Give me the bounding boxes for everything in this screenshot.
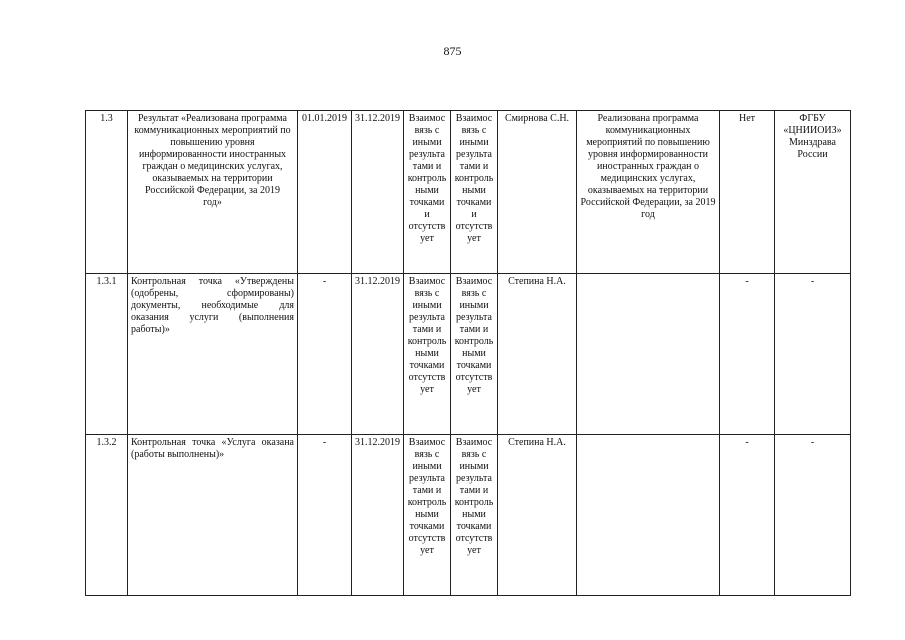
row-number: 1.3.1 (86, 274, 128, 435)
row-start-date: 01.01.2019 (298, 111, 352, 274)
row-end-date: 31.12.2019 (352, 274, 404, 435)
row-link-next: Взаимосвязь с иными результатами и контрольными точками и отсутствует (451, 111, 498, 274)
row-start-date: - (298, 435, 352, 596)
row-result: Реализована программа коммуникационных мероприятий по повышению уровня информированности иностранных граждан о медицинских услугах, оказываемых на территории Российской Федерации, за 2019 год (577, 111, 720, 274)
row-responsible: Степина Н.А. (498, 435, 577, 596)
row-number: 1.3 (86, 111, 128, 274)
row-name: Результат «Реализована программа коммуникационных мероприятий по повышению уровня информированности иностранных граждан о медицинских услугах, оказываемых на территории Российской Федерации, за 2019 год» (128, 111, 298, 274)
row-organization: - (775, 274, 851, 435)
row-start-date: - (298, 274, 352, 435)
row-level: - (720, 435, 775, 596)
row-link-prev: Взаимосвязь с иными результатами и контрольными точками и отсутствует (404, 111, 451, 274)
row-number: 1.3.2 (86, 435, 128, 596)
row-organization: - (775, 435, 851, 596)
row-result (577, 435, 720, 596)
row-end-date: 31.12.2019 (352, 435, 404, 596)
row-name: Контрольная точка «Утверждены (одобрены, сформированы) документы, необходимые для оказания услуги (выполнения работы)» (128, 274, 298, 435)
row-name: Контрольная точка «Услуга оказана (работы выполнены)» (128, 435, 298, 596)
row-link-prev: Взаимосвязь с иными результатами и контрольными точками отсутствует (404, 435, 451, 596)
row-responsible: Степина Н.А. (498, 274, 577, 435)
row-result (577, 274, 720, 435)
row-level: Нет (720, 111, 775, 274)
row-link-prev: Взаимосвязь с иными результатами и контрольными точками отсутствует (404, 274, 451, 435)
row-level: - (720, 274, 775, 435)
row-organization: ФГБУ «ЦНИИОИЗ» Минздрава России (775, 111, 851, 274)
table-row (86, 274, 851, 435)
row-end-date: 31.12.2019 (352, 111, 404, 274)
row-responsible: Смирнова С.Н. (498, 111, 577, 274)
row-link-next: Взаимосвязь с иными результатами и контрольными точками отсутствует (451, 435, 498, 596)
table-row (86, 435, 851, 596)
page-number: 875 (443, 44, 462, 58)
row-link-next: Взаимосвязь с иными результатами и контрольными точками отсутствует (451, 274, 498, 435)
table-row (86, 111, 851, 274)
plan-table (85, 110, 851, 596)
